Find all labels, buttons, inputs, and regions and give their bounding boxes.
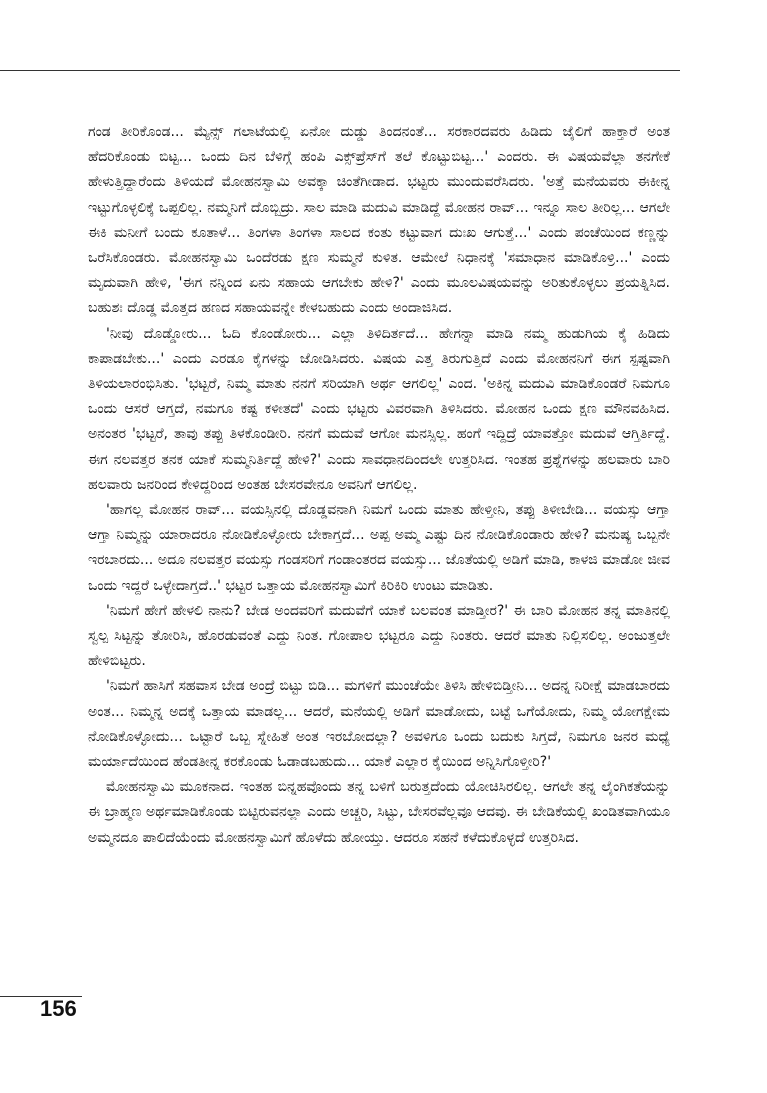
page-number: 156 bbox=[40, 996, 77, 1021]
header-rule bbox=[0, 70, 680, 71]
paragraph: 'ನಿಮಗೆ ಹೇಗೆ ಹೇಳಲಿ ನಾನು? ಬೇಡ ಅಂದವರಿಗೆ ಮದುವೆಗೆ ಯಾಕೆ ಬಲವಂತ ಮಾಡ್ತೀರ?' ಈ ಬಾರಿ ಮೋಹನ ತನ್ನ ಮಾತಿನಲ್ಲಿ ಸ್ವಲ್ಪ ಸಿಟ್ಟನ್ನು ತೋರಿಸಿ, ಹೊರಡುವಂತೆ ಎದ್ದು ನಿಂತ. ಗೋಪಾಲ ಭಟ್ಟರೂ ಎದ್ದು ನಿಂತರು. ಆದರೆ ಮಾತು ನಿಲ್ಲಿಸಲಿಲ್ಲ. ಅಂಜುತ್ತಲೇ ಹೇಳಿಬಿಟ್ಟರು. bbox=[88, 602, 670, 670]
paragraph: 'ನೀವು ದೊಡ್ಡೋರು... ಓದಿ ಕೊಂಡೋರು... ಎಲ್ಲಾ ತಿಳಿದಿರ್ತದೆ... ಹೇಗನ್ನಾ ಮಾಡಿ ನಮ್ಮ ಹುಡುಗಿಯ ಕೈ ಹಿಡಿದು ಕಾಪಾಡಬೇಕು...' ಎಂದು ಎರಡೂ ಕೈಗಳನ್ನು ಜೋಡಿಸಿದರು. ವಿಷಯ ಎತ್ತ ತಿರುಗುತ್ತಿದೆ ಎಂದು ಮೋಹನನಿಗೆ ಈಗ ಸ್ಪಷ್ಟವಾಗಿ ತಿಳಿಯಲಾರಂಭಿಸಿತು. 'ಭಟ್ಟರೆ, ನಿಮ್ಮ ಮಾತು ನನಗೆ ಸರಿಯಾಗಿ ಅರ್ಥ ಆಗಲಿಲ್ಲ' ಎಂದ. 'ಅಕಿನ್ನ ಮದುವಿ ಮಾಡಿಕೊಂಡರೆ ನಿಮಗೂ ಒಂದು ಆಸರೆ ಆಗ್ತದೆ, ನಮಗೂ ಕಷ್ಟ ಕಳೀತದೆ' ಎಂದು ಭಟ್ಟರು ವಿವರವಾಗಿ ತಿಳಿಸಿದರು. ಮೋಹನ ಒಂದು ಕ್ಷಣ ಮೌನವಹಿಸಿದ. ಅನಂತರ 'ಭಟ್ಟರೆ, ತಾವು ತಪ್ಪು ತಿಳಕೊಂಡೀರಿ. ನನಗೆ ಮದುವೆ ಆಗೋ ಮನಸ್ಸಿಲ್ಲ. ಹಂಗೆ ಇದ್ದಿದ್ರೆ ಯಾವತ್ತೋ ಮದುವೆ ಆಗ್ತಿರ್ತಿದ್ದೆ. ಈಗ ನಲವತ್ತರ ತನಕ ಯಾಕೆ ಸುಮ್ಮನಿರ್ತಿದ್ದೆ ಹೇಳಿ?' ಎಂದು ಸಾವಧಾನದಿಂದಲೇ ಉತ್ತರಿಸಿದ. ಇಂತಹ ಪ್ರಶ್ನೆಗಳನ್ನು ಹಲವಾರು ಬಾರಿ ಹಲವಾರು ಜನರಿಂದ ಕೇಳಿದ್ದರಿಂದ ಅಂತಹ ಬೇಸರವೇನೂ ಅವನಿಗೆ ಆಗಲಿಲ್ಲ. bbox=[88, 325, 670, 493]
body-text bbox=[88, 120, 670, 851]
paragraph: ಗಂಡ ತೀರಿಕೊಂಡ... ಮ್ಯೆನ್ಸ್ ಗಲಾಟೆಯಲ್ಲಿ ಏನೋ ದುಡ್ಡು ತಿಂದನಂತೆ... ಸರಕಾರದವರು ಹಿಡಿದು ಜೈಲಿಗೆ ಹಾಕ್ತಾರೆ ಅಂತ ಹೆದರಿಕೊಂಡು ಬಿಟ್ಟ... ಒಂದು ದಿನ ಬೆಳಿಗ್ಗೆ ಹಂಪಿ ಎಕ್ಸ್‌ಪ್ರೆಸ್‌ಗೆ ತಲೆ ಕೊಟ್ಟುಬಿಟ್ಟ...' ಎಂದರು. ಈ ವಿಷಯವೆಲ್ಲಾ ತನಗೇಕೆ ಹೇಳುತ್ತಿದ್ದಾರೆಂದು ತಿಳಿಯದೆ ಮೋಹನಸ್ವಾಮಿ ಅವಕ್ಕಾ ಚಿಂತೆಗೀಡಾದ. ಭಟ್ಟರು ಮುಂದುವರೆಸಿದರು. 'ಅತ್ತೆ ಮನೆಯವರು ಈಕೀನ್ನ ಇಟ್ಟುಗೊಳ್ಳಲಿಕ್ಕೆ ಒಪ್ಪಲಿಲ್ಲ. ನಮ್ಮನಿಗೆ ದೊಬ್ಬಿದ್ರು. ಸಾಲ ಮಾಡಿ ಮದುವಿ ಮಾಡಿದ್ದೆ ಮೋಹನ ರಾವ್... ಇನ್ನೂ ಸಾಲ ತೀರಿಲ್ಲ... ಆಗಲೇ ಈಕಿ ಮನೀಗೆ ಬಂದು ಕೂತಾಳೆ... ತಿಂಗಳಾ ತಿಂಗಳಾ ಸಾಲದ ಕಂತು ಕಟ್ಟುವಾಗ ದುಃಖ ಆಗುತ್ತೆ...' ಎಂದು ಪಂಚೆಯಿಂದ ಕಣ್ಣನ್ನು ಒರೆಸಿಕೊಂಡರು. ಮೋಹನಸ್ವಾಮಿ ಒಂದೆರಡು ಕ್ಷಣ ಸುಮ್ಮನೆ ಕುಳಿತ. ಆಮೇಲೆ ನಿಧಾನಕ್ಕೆ 'ಸಮಾಧಾನ ಮಾಡಿಕೊಳ್ರಿ...' ಎಂದು ಮೃದುವಾಗಿ ಹೇಳಿ, 'ಈಗ ನನ್ನಿಂದ ಏನು ಸಹಾಯ ಆಗಬೇಕು ಹೇಳಿ?' ಎಂದು ಮೂಲವಿಷಯವನ್ನು ಅರಿತುಕೊಳ್ಳಲು ಪ್ರಯತ್ನಿಸಿದ. ಬಹುಶಃ ದೊಡ್ಡ ಮೊತ್ತದ ಹಣದ ಸಹಾಯವನ್ನೇ ಕೇಳಬಹುದು ಎಂದು ಅಂದಾಜಿಸಿದ. bbox=[88, 124, 670, 317]
paragraph: ಮೋಹನಸ್ವಾಮಿ ಮೂಕನಾದ. ಇಂತಹ ಬಿನ್ನಹವೊಂದು ತನ್ನ ಬಳಿಗೆ ಬರುತ್ತದೆಂದು ಯೋಚಿಸಿರಲಿಲ್ಲ. ಆಗಲೇ ತನ್ನ ಲೈಂಗಿಕತೆಯನ್ನು ಈ ಬ್ರಾಹ್ಮಣ ಅರ್ಥಮಾಡಿಕೊಂಡು ಬಿಟ್ಟಿರುವನಲ್ಲಾ ಎಂದು ಅಚ್ಚರಿ, ಸಿಟ್ಟು, ಬೇಸರವೆಲ್ಲವೂ ಆದವು. ಈ ಬೇಡಿಕೆಯಲ್ಲಿ ಖಂಡಿತವಾಗಿಯೂ ಅಮ್ಮನದೂ ಪಾಲಿದೆಯೆಂದು ಮೋಹನಸ್ವಾಮಿಗೆ ಹೊಳೆದು ಹೋಯ್ತು. ಆದರೂ ಸಹನೆ ಕಳೆದುಕೊಳ್ಳದೆ ಉತ್ತರಿಸಿದ. bbox=[88, 779, 670, 846]
paragraph: 'ಹಾಗಲ್ಲ ಮೋಹನ ರಾವ್... ವಯಸ್ಸಿನಲ್ಲಿ ದೊಡ್ಡವನಾಗಿ ನಿಮಗೆ ಒಂದು ಮಾತು ಹೇಳ್ತೀನಿ, ತಪ್ಪು ತಿಳೀಬೇಡಿ... ವಯಸ್ಸು ಆಗ್ತಾ ಆಗ್ತಾ ನಿಮ್ಮನ್ನು ಯಾರಾದರೂ ನೋಡಿಕೊಳ್ಳೋರು ಬೇಕಾಗ್ತದೆ... ಅಪ್ಪ ಅಮ್ಮ ಎಷ್ಟು ದಿನ ನೋಡಿಕೊಂಡಾರು ಹೇಳಿ? ಮನುಷ್ಯ ಒಬ್ಬನೇ ಇರಬಾರದು... ಅದೂ ನಲವತ್ತರ ವಯಸ್ಸು ಗಂಡಸರಿಗೆ ಗಂಡಾಂತರದ ವಯಸ್ಸು... ಜೊತೆಯಲ್ಲಿ ಅಡಿಗೆ ಮಾಡಿ, ಕಾಳಜಿ ಮಾಡೋ ಜೀವ ಒಂದು ಇದ್ದರೆ ಒಳ್ಳೇದಾಗ್ತದೆ..' ಭಟ್ಟರ ಒತ್ತಾಯ ಮೋಹನಸ್ವಾಮಿಗೆ ಕಿರಿಕಿರಿ ಉಂಟು ಮಾಡಿತು. bbox=[88, 502, 670, 594]
paragraph: 'ನಿಮಗೆ ಹಾಸಿಗೆ ಸಹವಾಸ ಬೇಡ ಅಂದ್ರೆ ಬಿಟ್ಟು ಬಿಡಿ... ಮಗಳಿಗೆ ಮುಂಚೆಯೇ ತಿಳಿಸಿ ಹೇಳಿಬಿಡ್ತೀನಿ... ಅದನ್ನ ನಿರೀಕ್ಷೆ ಮಾಡಬಾರದು ಅಂತ... ನಿಮ್ಮನ್ನ ಅದಕ್ಕೆ ಒತ್ತಾಯ ಮಾಡಲ್ಲ... ಆದರೆ, ಮನೆಯಲ್ಲಿ ಅಡಿಗೆ ಮಾಡೋದು, ಬಟ್ಟೆ ಒಗೆಯೋದು, ನಿಮ್ಮ ಯೋಗಕ್ಷೇಮ ನೋಡಿಕೊಳ್ಳೋದು... ಒಟ್ಟಾರೆ ಒಬ್ಬ ಸ್ನೇಹಿತೆ ಅಂತ ಇರಬೋದಲ್ಲಾ? ಅವಳಿಗೂ ಒಂದು ಬದುಕು ಸಿಗ್ತದೆ, ನಿಮಗೂ ಜನರ ಮಧ್ಯೆ ಮರ್ಯಾದೆಯಿಂದ ಹೆಂಡತೀನ್ನ ಕರಕೊಂಡು ಓಡಾಡಬಹುದು... ಯಾಕೆ ಎಲ್ಲಾರ ಕೈಯಿಂದ ಅನ್ನಿಸಿಗೊಳ್ತೀರಿ?' bbox=[88, 678, 670, 771]
